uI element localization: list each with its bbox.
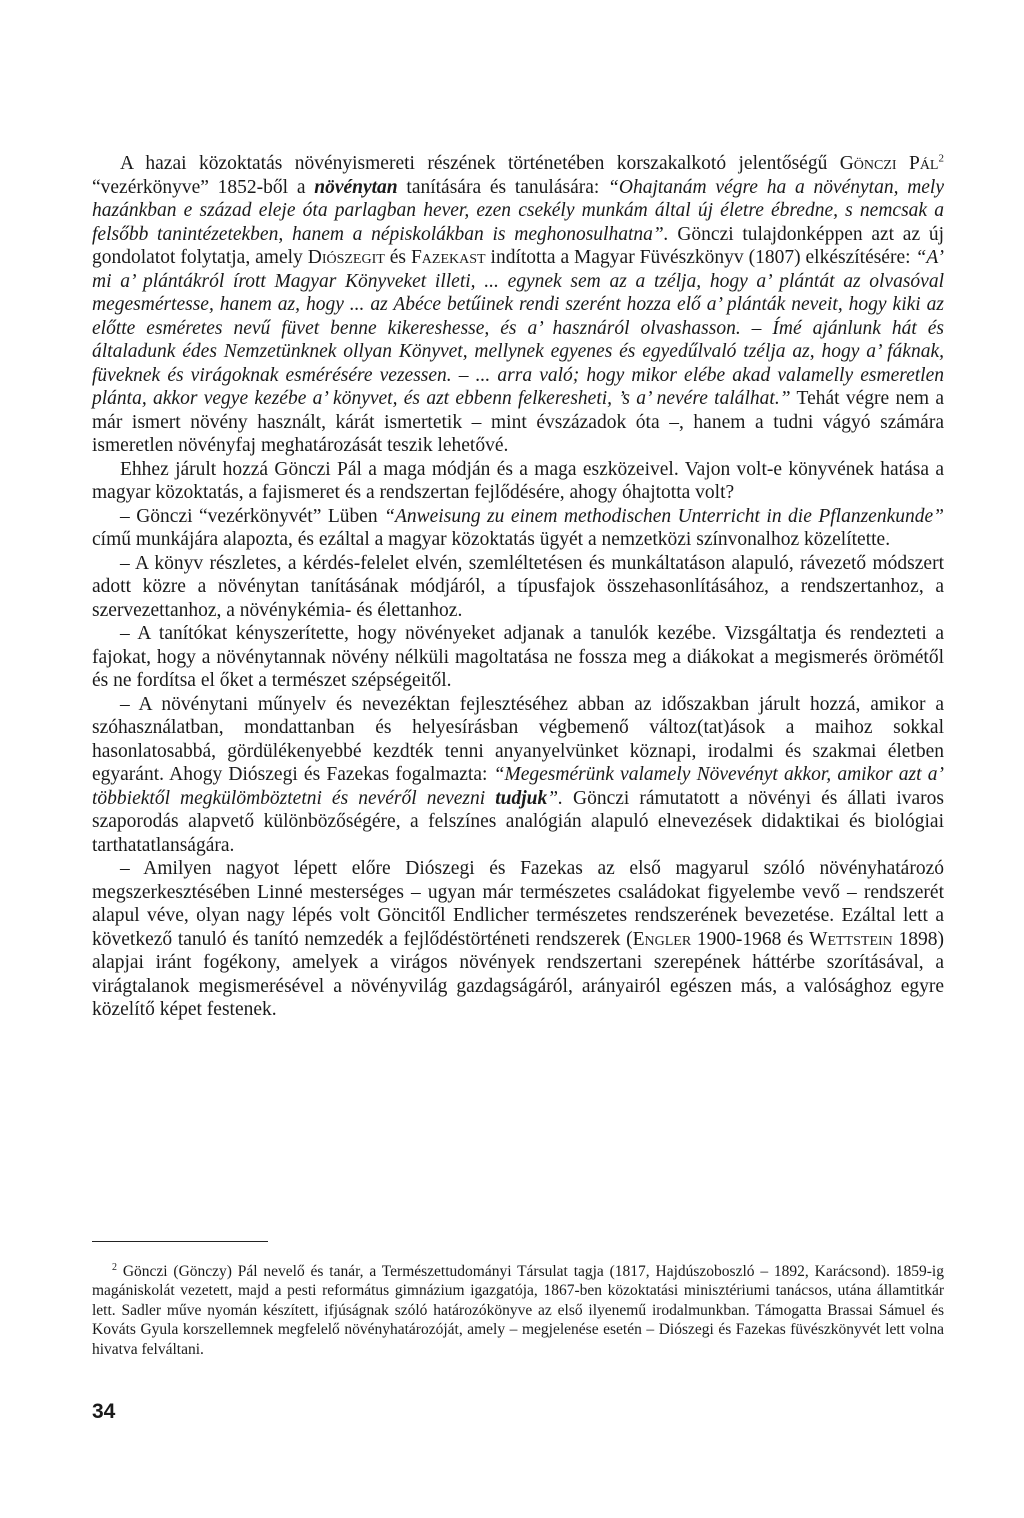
text: 1900-1968 és — [691, 928, 810, 950]
footnote-reference: 2 — [938, 152, 944, 165]
author-name: Fazekast — [410, 247, 486, 268]
paragraph-3 — [92, 505, 944, 552]
text: – A növénytani műnyelv és nevezéktan fejlesztéséhez abban az időszakban járult hozzá, amikor a szóhasználatban, mondattanban és helyesírásban végbemenő változ(tat)ások a maihoz sokkal hasonlatosabbá, gördülékenyebbé kezdték tenni anyanyelvünket köznapi, irodalmi és szakmai életben egyaránt. Ahogy Diószegi és Fazekas fogalmazta: — [92, 693, 944, 785]
quotation: ”. — [547, 787, 563, 809]
emphasis: növénytan — [314, 176, 398, 198]
text: Gönczi tulajdonképpen azt az új gondolatot folytatja, amely — [92, 223, 944, 268]
text: és — [384, 247, 411, 268]
author-name: Wettstein — [809, 928, 893, 950]
paragraph-4: – A könyv részletes, a kérdés-felelet elvén, szemléltetésen és munkáltatáson alapuló, rávezető módszert adott közre a növénytan tanításának módjáról, a típusfajok összehasonlításához, a rendszertanhoz, a szervezettanhoz, a növénykémia- és élettanhoz. — [92, 552, 944, 621]
paragraph-5: – A tanítókat kényszerítette, hogy növényeket adjanak a tanulók kezébe. Vizsgáltatja és rendezteti a fajokat, hogy a növénytannak növény nélküli magoltatása ne fossza meg a diákokat a megismerés örömétől és ne fordítsa el őket a természet szépségeitől. — [92, 623, 944, 691]
author-name: Engler — [632, 928, 692, 950]
book-title: “Anweisung zu einem methodischen Unterricht in die Pflanzenkunde” — [384, 505, 944, 527]
text: – Gönczi “vezérkönyvét” Lüben — [120, 505, 385, 527]
paragraph-2: Ehhez járult hozzá Gönczi Pál a maga módján és a maga eszközeivel. Vajon volt-e könyvének hatása a magyar közoktatás, a fajismeret és a rendszertan fejlődésére, ahogy óhajtotta volt? — [92, 458, 944, 503]
author-name: Gönczi Pál — [839, 153, 939, 174]
text: – Amilyen nagyot lépett előre Diószegi és Fazekas az első magyarul szóló növényhatározó megszerkesztésében Linné mesterséges – ugyan már természetes családokat figyelembe vevő – rendszerét alapul véve, olyan nagy lépés volt Göncitől Endlicher természetes rendszerének bevezetése. Ezáltal lett a következő tanuló és tanító nemzedék a fejlődéstörténeti rendszerek ( — [92, 858, 944, 950]
quotation-emphasis: tudjuk — [495, 787, 548, 809]
text: “vezérkönyve” 1852-ből a — [92, 176, 315, 198]
text: 1898) alapjai iránt fogékony, amelyek a virágos növények rendszertani szerepének háttérbe szorításával, a virágtalanok megismerésével a növényvilág gazdagságáról, arányairól egészen más, a valósághoz egyre közelítő képet festenek. — [92, 928, 944, 1020]
paragraph-1 — [92, 152, 944, 458]
footnote-text: Gönczi (Gönczy) Pál nevelő és tanár, a Természettudományi Társulat tagja (1817, Hajdúszoboszló – 1892, Karácsond). 1859-ig magániskolát vezetett, majd a pesti református gimnázium igazgatója, 1867-ben közoktatási minisztériumi tanácsos, utána államtitkár lett. Sadler műve nyomán készített, ifjúságnak szóló határozókönyve az első ilyenemű irodalmunkban. Támogatta Brassai Sámuel és Kováts Gyula korszellemnek megfelelő növényhatározóját, amely – megjelenése esetén – Diószegi és Fazekas füvészkönyvét lett volna hivatva felváltani. — [92, 1263, 944, 1358]
text: tanítására és tanulására: — [397, 176, 609, 198]
quotation: “Megesmérünk valamely Növevényt akkor, amikor azt a’ többiektől megkülömböztetni és nevéről nevezni — [92, 764, 944, 809]
text: című munkájára alapozta, és ezáltal a magyar közoktatás ügyét a nemzetközi színvonalhoz közelítette. — [92, 529, 891, 550]
quotation: “A’ mi a’ plántákról írott Magyar Könyveket illeti, ... egynek sem az a tzélja, hogy a’ plántát az olvasóval megesmértesse, hanem az, hogy ... az Abéce betűinek rendi szerént hozza elő a’ plánták neveit, hogy kiki az előtte esméretes nevű füvet benne kikereshesse, és a’ hasznáról olvashasson. – Ímé ajánlunk hát és általadunk édes Nemzetünknek ollyan Könyvet, mellynek egyenes és egyedűlvaló tzélja az, hogy a’ fáknak, füveknek és virágoknak esmérésére vezessen. – ... arra való; hogy mikor elébe akad valamelly esmeretlen plánta, akkor vegye kezébe a’ könyvet, és azt ebbenn felkeresheti, ’s a’ nevére találhat.” — [92, 247, 945, 409]
paragraph-7 — [92, 857, 944, 1022]
text: Tehát végre nem a már ismert növény használt, kárát ismertetik – mint évszázadok óta –, hanem a tudni vágyó számára ismeretlen növényfaj meghatározását teszik lehetővé. — [92, 388, 945, 456]
author-name: Diószegit — [307, 247, 385, 268]
footnote-divider — [92, 1241, 268, 1242]
main-text — [92, 152, 944, 1022]
text: Gönczi rámutatott a növényi és állati ivaros szaporodás alapvető különbözőségére, a felszínes analógián alapuló elnevezések didaktikai és biológiai tarthatatlanságára. — [92, 787, 945, 856]
paragraph-6 — [92, 693, 944, 858]
footnote — [92, 1262, 944, 1359]
text: A hazai közoktatás növényismereti részének történetében korszakalkotó jelentőségű — [120, 153, 840, 174]
footnote-mark: 2 — [112, 1261, 117, 1273]
page-number: 34 — [92, 1400, 116, 1423]
quotation: “Ohajtanám végre ha a növénytan, mely hazánkban e század eleje óta parlagban hever, ezen csekély munkám által új életre ébredne, s nemcsak a felsőbb tanintézetekben, hanem a népiskolákban is meghonosulhatna”. — [92, 176, 945, 245]
text: indította a Magyar Füvészkönyv (1807) elkészítésére: — [485, 247, 916, 268]
